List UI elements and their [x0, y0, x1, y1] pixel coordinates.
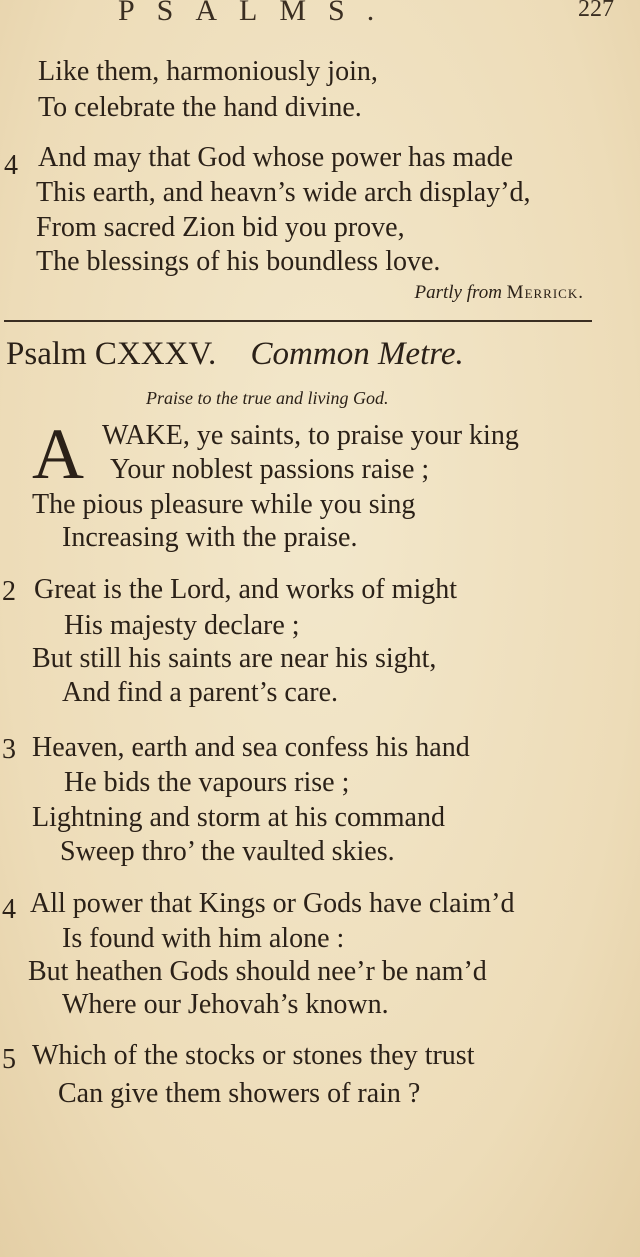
- verse-line: Sweep thro’ the vaulted skies.: [60, 836, 395, 867]
- section-divider: [4, 320, 592, 322]
- stanza-number: 4: [4, 150, 18, 181]
- attribution: [414, 282, 584, 304]
- stanza-number: 2: [2, 576, 16, 607]
- verse-line: Where our Jehovah’s known.: [62, 989, 389, 1020]
- drop-cap: A: [32, 414, 84, 494]
- verse-line: And may that God whose power has made: [38, 142, 514, 173]
- verse-line: Is found with him alone :: [62, 923, 345, 954]
- attribution-prefix: Partly from: [414, 282, 502, 303]
- verse-line: Can give them showers of rain ?: [58, 1078, 421, 1109]
- verse-line: He bids the vapours rise ;: [64, 767, 350, 798]
- verse-line: Your noblest passions raise ;: [110, 454, 430, 485]
- verse-line: WAKE, ye saints, to praise your king: [102, 420, 519, 451]
- verse-line: To celebrate the hand divine.: [38, 92, 362, 123]
- verse-line: Increasing with the praise.: [62, 522, 358, 553]
- verse-line: His majesty declare ;: [64, 610, 300, 641]
- verse-line: Like them, harmoniously join,: [38, 56, 378, 87]
- verse-line: Great is the Lord, and works of might: [34, 574, 458, 605]
- verse-line: From sacred Zion bid you prove,: [36, 212, 405, 243]
- psalm-metre: Common Metre.: [250, 336, 464, 372]
- attribution-author: Merrick.: [506, 282, 584, 303]
- stanza-number: 4: [2, 894, 16, 925]
- verse-line: All power that Kings or Gods have claim’d: [30, 888, 515, 919]
- verse-line: But still his saints are near his sight,: [32, 643, 437, 674]
- verse-line: The pious pleasure while you sing: [32, 489, 416, 520]
- verse-line: Heaven, earth and sea confess his hand: [32, 732, 470, 763]
- running-head: PSALMS.: [118, 0, 397, 27]
- verse-line: The blessings of his boundless love.: [36, 246, 441, 277]
- psalm-subtitle: Praise to the true and living God.: [146, 388, 389, 408]
- verse-line: This earth, and heavn’s wide arch display’d,: [36, 177, 531, 208]
- stanza-number: 5: [2, 1044, 16, 1075]
- stanza-number: 3: [2, 734, 16, 765]
- verse-line: And find a parent’s care.: [62, 677, 338, 708]
- psalm-number-title: Psalm CXXXV.: [6, 336, 217, 372]
- psalm-title: [6, 336, 464, 373]
- verse-line: Which of the stocks or stones they trust: [32, 1040, 475, 1071]
- verse-line: Lightning and storm at his command: [32, 802, 445, 833]
- page-number: 227: [578, 0, 614, 22]
- verse-line: But heathen Gods should nee’r be nam’d: [28, 956, 487, 987]
